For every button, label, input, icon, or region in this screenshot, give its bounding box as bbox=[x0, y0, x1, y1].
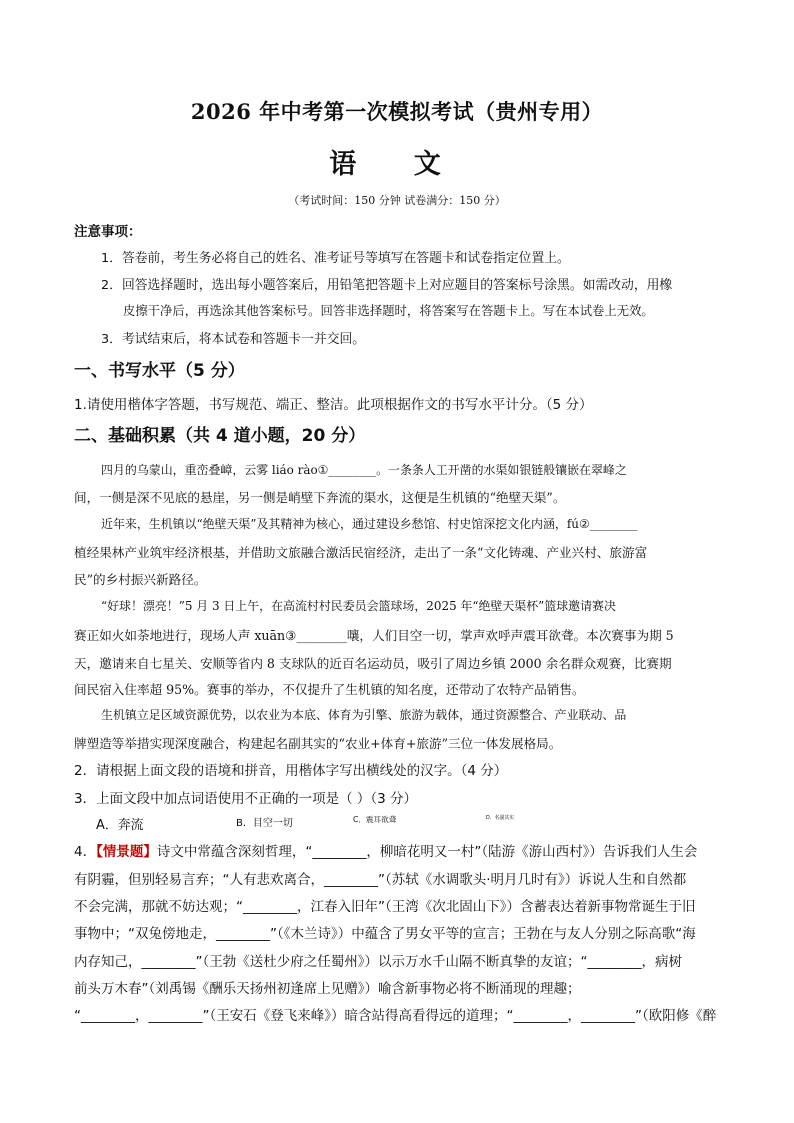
question-4-line: 不会完满，那就不妨达观；“________，江春入旧年”（王湾《次北固山下》）含蓄表达着新事物常诞生于旧 bbox=[74, 899, 696, 915]
question-4-text: 诗文中常蕴含深刻哲理，“________，柳暗花明又一村”（陆游《游山西村》）告诉我们人生会 bbox=[156, 844, 698, 860]
option-a: A．奔流 bbox=[96, 818, 144, 833]
passage-line: 牌塑造等举措实现深度融合，构建起名副其实的“农业+体育+旅游”三位一体发展格局。 bbox=[74, 736, 562, 751]
passage-line: 赛正如火如荼地进行，现场人声 xuān③________嚷，人们目空一切，掌声欢呼声震耳欲聋。本次赛事为期 5 bbox=[74, 628, 674, 643]
passage-line: 间，一侧是深不见底的悬崖，另一侧是峭壁下奔流的渠水，这便是生机镇的“绝壁天渠”。 bbox=[74, 490, 566, 505]
section-heading-basics: 二、基础积累（共 4 道小题，20 分） bbox=[74, 426, 366, 446]
option-b: B．目空一切 bbox=[236, 818, 293, 829]
passage-line: 间民宿入住率超 95%。赛事的举办，不仅提升了生机镇的知名度，还带动了农特产品销售。 bbox=[74, 682, 585, 697]
question-3: 3．上面文段中加点词语使用不正确的一项是（ ）（3 分） bbox=[74, 791, 418, 807]
passage-line: 生机镇立足区域资源优势，以农业为本底、体育为引擎、旅游为载体，通过资源整合、产业联动、品 bbox=[101, 708, 627, 722]
question-4-line: 前头万木春”（刘禹锡《酬乐天扬州初逢席上见赠》）喻含新事物必将不断涌现的理趣； bbox=[74, 981, 581, 997]
notice-item-continuation: 皮擦干净后，再选涂其他答案标号。回答非选择题时，将答案写在答题卡上。写在本试卷上无效。 bbox=[123, 304, 654, 318]
passage-line: 民”的乡村振兴新路径。 bbox=[74, 572, 207, 587]
exam-title: 2026 年中考第一次模拟考试（贵州专用） bbox=[190, 99, 604, 124]
exam-info: （考试时间：150 分钟 试卷满分：150 分） bbox=[288, 194, 506, 207]
question-4-first-line: 4．【情景题】诗文中常蕴含深刻哲理，“________，柳暗花明又一村”（陆游《游山西村》）告诉我们人生会 bbox=[74, 844, 698, 860]
question-2: 2．请根据上面文段的语境和拼音，用楷体字写出横线处的汉字。（4 分） bbox=[74, 763, 508, 779]
question-tag: 【情景题】 bbox=[96, 844, 157, 860]
option-d: D．名副其实 bbox=[486, 815, 515, 821]
passage-line: 近年来，生机镇以“绝壁天渠”及其精神为核心，通过建设乡愁馆、村史馆深挖文化内涵，fú②________ bbox=[101, 517, 638, 531]
question-4-line: 内存知己，________”（王勃《送杜少府之任蜀州》）以示万水千山隔不断真挚的友谊；“________，病树 bbox=[74, 954, 682, 970]
passage-line: 四月的乌蒙山，重峦叠嶂，云雾 liáo rào①________。一条条人工开凿的水渠如银链般镶嵌在翠峰之 bbox=[101, 463, 627, 477]
notice-item: 1．答卷前，考生务必将自己的姓名、准考证号等填写在答题卡和试卷指定位置上。 bbox=[101, 251, 570, 266]
passage-line: “好球！漂亮！”5 月 3 日上午，在高流村村民委员会篮球场，2025 年“绝壁天渠杯”篮球邀请赛决 bbox=[101, 599, 616, 613]
section-heading-writing: 一、书写水平（5 分） bbox=[74, 361, 245, 381]
notice-heading: 注意事项： bbox=[74, 224, 142, 240]
option-c: C．震耳欲聋 bbox=[353, 815, 397, 824]
question-1: 1.请使用楷体字答题，书写规范、端正、整洁。此项根据作文的书写水平计分。（5 分） bbox=[74, 397, 593, 413]
passage-line: 天，邀请来自七星关、安顺等省内 8 支球队的近百名运动员，吸引了周边乡镇 2000 余名群众观赛，比赛期 bbox=[74, 656, 672, 671]
notice-item: 3．考试结束后，将本试卷和答题卡一并交回。 bbox=[101, 332, 366, 347]
passage-line: 植经果林产业筑牢经济根基，并借助文旅融合激活民宿经济，走出了一条“文化铸魂、产业兴村、旅游富 bbox=[74, 545, 648, 560]
question-4-line: “________，________”（王安石《登飞来峰》）暗含站得高看得远的道理；“________，________”（欧阳修《醉 bbox=[74, 1008, 717, 1024]
question-4-line: 有阴霾，但别轻易言弃；“人有悲欢离合，________”（苏轼《水调歌头·明月几时有》）诉说人生和自然都 bbox=[74, 872, 687, 888]
subject-title: 语 文 bbox=[329, 149, 465, 180]
question-4-line: 事物中；“双兔傍地走，________”（《木兰诗》）中蕴含了男女平等的宣言；王勃在与友人分别之际高歌“海 bbox=[74, 926, 696, 942]
notice-item: 2．回答选择题时，选出每小题答案后，用铅笔把答题卡上对应题目的答案标号涂黑。如需改动，用橡 bbox=[101, 278, 673, 293]
